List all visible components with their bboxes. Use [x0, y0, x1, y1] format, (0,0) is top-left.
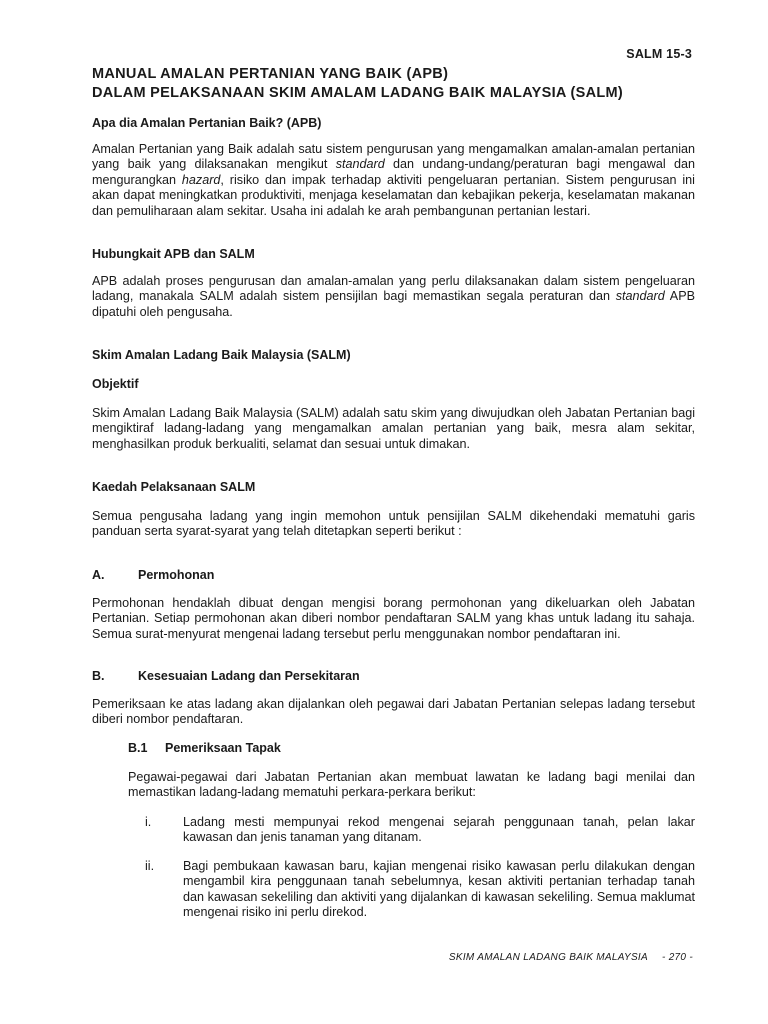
section-b-letter: B.: [92, 669, 105, 683]
heading-hubungkait: Hubungkait APB dan SALM: [92, 247, 255, 261]
list-item: Bagi pembukaan kawasan baru, kajian mengenai risiko kawasan perlu dilakukan dengan mengambil kira penggunaan tanah sebelumnya, kesan aktiviti pertanian terhadap tanah dan kawasan sekeliling dan aktiviti yang dijalankan di kawasan sekeliling. Semua maklumat mengenai risiko ini perlu direkod.: [183, 859, 695, 920]
section-a-title: Permohonan: [138, 568, 215, 582]
paragraph-section-a: Permohonan hendaklah dibuat dengan mengisi borang permohonan yang dikeluarkan oleh Jabatan Pertanian. Setiap permohonan akan diberi nombor pendaftaran SALM yang khas untuk ladang itu sahaja. Semua surat-menyurat mengenai ladang tersebut perlu menggunakan nombor pendaftaran ini.: [92, 596, 695, 641]
heading-salm: Skim Amalan Ladang Baik Malaysia (SALM): [92, 348, 351, 362]
heading-kaedah: Kaedah Pelaksanaan SALM: [92, 480, 256, 494]
paragraph-hubungkait: APB adalah proses pengurusan dan amalan-amalan yang perlu dilaksanakan dalam sistem pengeluaran ladang, manakala SALM adalah sistem pensijilan bagi memastikan segala peraturan dan standard APB dipatuhi oleh pengusaha.: [92, 274, 695, 319]
page-title-line-2: DALAM PELAKSANAAN SKIM AMALAM LADANG BAIK MALAYSIA (SALM): [92, 85, 624, 101]
list-item-number: ii.: [145, 859, 155, 873]
heading-objektif: Objektif: [92, 377, 139, 391]
paragraph-apb: Amalan Pertanian yang Baik adalah satu sistem pengurusan yang mengamalkan amalan-amalan pertanian yang baik yang dilaksanakan mengikut standard dan undang-undang/peraturan bagi mengawal dan mengurangkan hazard, risiko dan impak terhadap aktiviti pengeluaran pertanian. Sistem pengurusan ini akan dapat meningkatkan produktiviti, menjaga keselamatan dan kebajikan pekerja, keselamatan makanan dan pemuliharaan alam sekitar. Usaha ini adalah ke arah pembangunan pertanian lestari.: [92, 142, 695, 218]
footer-text: SKIM AMALAN LADANG BAIK MALAYSIA: [448, 952, 648, 963]
paragraph-subsection-b1: Pegawai-pegawai dari Jabatan Pertanian akan membuat lawatan ke ladang bagi menilai dan memastikan ladang-ladang mematuhi perkara-perkara berikut:: [128, 770, 695, 800]
paragraph-objektif: Skim Amalan Ladang Baik Malaysia (SALM) adalah satu skim yang diwujudkan oleh Jabatan Pertanian bagi mengiktiraf ladang-ladang yang mengamalkan amalan pertanian yang baik, mesra alam sekitar, menghasilkan produk berkualiti, selamat dan sesuai untuk dimakan.: [92, 406, 695, 451]
document-code: SALM 15-3: [626, 47, 692, 61]
page-footer: [449, 952, 693, 963]
list-item: Ladang mesti mempunyai rekod mengenai sejarah penggunaan tanah, pelan lakar kawasan dan jenis tanaman yang ditanam.: [183, 815, 695, 845]
section-a-letter: A.: [92, 568, 105, 582]
page-title-line-1: MANUAL AMALAN PERTANIAN YANG BAIK (APB): [92, 66, 449, 82]
heading-apb: Apa dia Amalan Pertanian Baik? (APB): [92, 116, 322, 130]
list-item-number: i.: [145, 815, 152, 829]
subsection-b1-title: Pemeriksaan Tapak: [165, 741, 281, 755]
subsection-b1-number: B.1: [128, 741, 148, 755]
page-number: - 270 -: [661, 952, 693, 963]
section-b-title: Kesesuaian Ladang dan Persekitaran: [138, 669, 360, 683]
paragraph-section-b: Pemeriksaan ke atas ladang akan dijalankan oleh pegawai dari Jabatan Pertanian selepas ladang tersebut diberi nombor pendaftaran.: [92, 697, 695, 727]
paragraph-kaedah: Semua pengusaha ladang yang ingin memohon untuk pensijilan SALM dikehendaki mematuhi garis panduan serta syarat-syarat yang telah ditetapkan seperti berikut :: [92, 509, 695, 539]
